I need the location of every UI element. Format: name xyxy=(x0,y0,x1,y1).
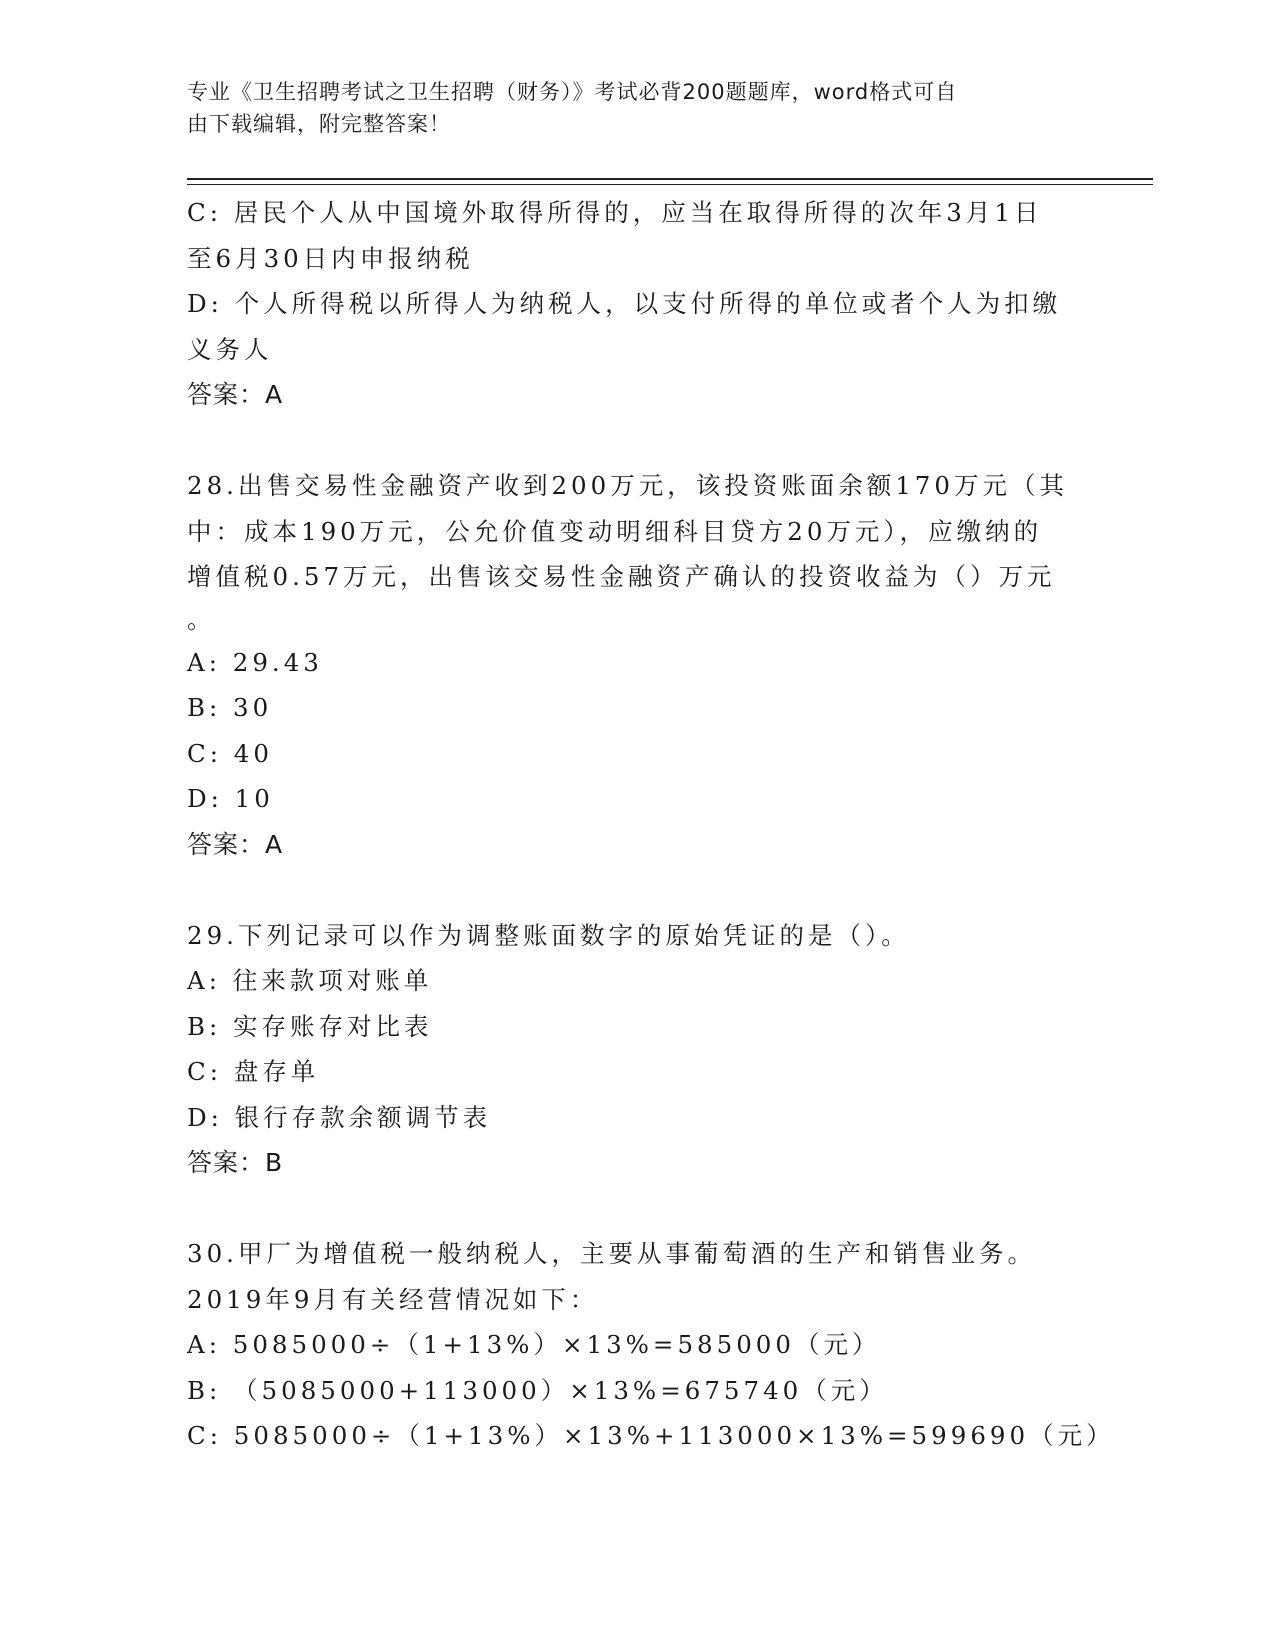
question-content xyxy=(187,190,1115,1459)
header-line-2: 由下载编辑，附完整答案！ xyxy=(187,112,451,136)
q30-option-c: C: 5085000÷（1+13%）×13%+113000×13%=599690（元） xyxy=(187,1421,1115,1450)
header-line-1: 专业《卫生招聘考试之卫生招聘（财务）》考试必背200题题库，word格式可自 xyxy=(187,80,958,104)
q28-answer: 答案：A xyxy=(187,829,284,859)
q28-option-d: D: 10 xyxy=(187,784,274,813)
q28-option-c: C: 40 xyxy=(187,738,273,768)
q30-stem-line1: 30.甲厂为增值税一般纳税人，主要从事葡萄酒的生产和销售业务。 xyxy=(187,1239,1036,1268)
q30-option-b: B: （5085000+113000）×13%=675740（元） xyxy=(187,1375,888,1405)
q28-stem-line3: 增值税0.57万元，出售该交易性金融资产确认的投资收益为（）万元 xyxy=(187,562,1056,591)
spacer xyxy=(187,1186,1087,1232)
header-divider-thin xyxy=(187,184,1153,185)
q30-option-a: A: 5085000÷（1+13%）×13%=585000（元） xyxy=(187,1330,881,1359)
q27-option-d-line2: 义务人 xyxy=(187,334,273,364)
q28-stem-line4: 。 xyxy=(187,604,216,634)
document-header xyxy=(187,76,1067,140)
q29-option-d: D: 银行存款余额调节表 xyxy=(187,1102,492,1132)
spacer xyxy=(187,867,1087,913)
spacer xyxy=(187,418,1087,464)
q30-stem-line2: 2019年9月有关经营情况如下： xyxy=(187,1284,599,1314)
q29-option-a: A: 往来款项对账单 xyxy=(187,966,433,995)
q28-stem-line2: 中：成本190万元，公允价值变动明细科目贷方20万元），应缴纳的 xyxy=(187,516,1043,546)
q29-stem: 29.下列记录可以作为调整账面数字的原始凭证的是（）。 xyxy=(187,920,910,950)
q28-stem-line1: 28.出售交易性金融资产收到200万元，该投资账面余额170万元（其 xyxy=(187,471,1068,500)
q29-option-b: B: 实存账存对比表 xyxy=(187,1011,433,1041)
q29-option-c: C: 盘存单 xyxy=(187,1057,320,1086)
q27-option-d-line1: D: 个人所得税以所得人为纳税人，以支付所得的单位或者个人为扣缴 xyxy=(187,289,1062,318)
header-divider-thick xyxy=(187,178,1153,180)
q27-answer: 答案：A xyxy=(187,380,284,409)
q29-answer: 答案：B xyxy=(187,1148,284,1177)
q28-option-a: A: 29.43 xyxy=(187,647,323,677)
q27-option-c-line2: 至6月30日内申报纳税 xyxy=(187,243,474,273)
q27-option-c-line1: C: 居民个人从中国境外取得所得的，应当在取得所得的次年3月1日 xyxy=(187,198,1043,227)
q28-option-b: B: 30 xyxy=(187,693,273,722)
